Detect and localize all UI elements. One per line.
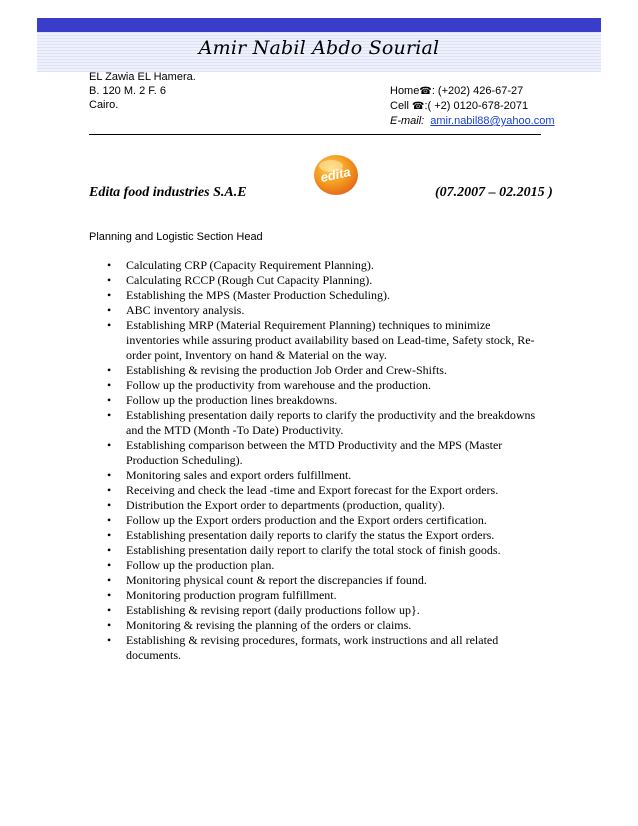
duty-item: • Establishing MRP (Material Requirement Planning) techniques to minimize inventories while assuring product availability based on Lead-time, Safety stock, Re-order point, Inventory on hand & Material on the way.	[106, 318, 546, 363]
header-band	[37, 18, 601, 72]
company-row	[89, 185, 554, 201]
duty-item: • Monitoring sales and export orders fulfillment.	[106, 468, 546, 483]
duty-item: • Follow up the production plan.	[106, 558, 546, 573]
duty-item: • Receiving and check the lead -time and Export forecast for the Export orders.	[106, 483, 546, 498]
address-line-2: B. 120 M. 2 F. 6	[89, 85, 167, 97]
address-block	[89, 70, 196, 112]
duty-item: • Monitoring & revising the planning of the orders or claims.	[106, 618, 546, 633]
email-line	[390, 114, 555, 128]
contact-block	[390, 84, 555, 128]
duty-item: • Follow up the production lines breakdowns.	[106, 393, 546, 408]
cell-phone-value: :( +2) 0120-678-2071	[424, 100, 529, 112]
duties-list	[106, 258, 546, 663]
duty-item: • Establishing the MPS (Master Production Scheduling).	[106, 288, 546, 303]
duty-item: • Calculating CRP (Capacity Requirement Planning).	[106, 258, 546, 273]
email-link[interactable]: amir.nabil88@yahoo.com	[430, 115, 555, 127]
duty-item: • Monitoring production program fulfillment.	[106, 588, 546, 603]
duty-item: • Calculating RCCP (Rough Cut Capacity Planning).	[106, 273, 546, 288]
cell-phone	[390, 99, 555, 114]
telephone-icon: ☎	[412, 101, 425, 112]
address-line-1: EL Zawia EL Hamera.	[89, 71, 196, 83]
duty-item: • Follow up the productivity from warehouse and the production.	[106, 378, 546, 393]
home-phone-label: Home	[390, 85, 420, 97]
duty-item: • ABC inventory analysis.	[106, 303, 546, 318]
home-phone	[390, 84, 555, 99]
employment-dates: (07.2007 – 02.2015 )	[435, 185, 553, 200]
edita-logo-text: edita	[319, 164, 352, 186]
cell-phone-label: Cell	[390, 100, 413, 112]
header-divider	[89, 134, 541, 135]
position-title: Planning and Logistic Section Head	[89, 231, 263, 243]
duty-item: • Establishing presentation daily reports to clarify the productivity and the breakdowns and the MTD (Month -To Date) Productivity.	[106, 408, 546, 438]
telephone-icon: ☎	[419, 86, 432, 97]
address-line-3: Cairo.	[89, 99, 119, 111]
duty-item: • Establishing & revising procedures, formats, work instructions and all related documents.	[106, 633, 546, 663]
duty-item: • Establishing comparison between the MTD Productivity and the MPS (Master Production Scheduling).	[106, 438, 546, 468]
duty-item: • Establishing presentation daily report to clarify the total stock of finish goods.	[106, 543, 546, 558]
header-accent-bar	[37, 18, 601, 32]
duty-item: • Establishing & revising the production Job Order and Crew-Shifts.	[106, 363, 546, 378]
duty-item: • Establishing & revising report (daily productions follow up}.	[106, 603, 546, 618]
resume-name: Amir Nabil Abdo Sourial	[198, 37, 440, 59]
duty-item: • Establishing presentation daily reports to clarify the status the Export orders.	[106, 528, 546, 543]
email-label: E-mail:	[390, 115, 425, 127]
duty-item: • Monitoring physical count & report the discrepancies if found.	[106, 573, 546, 588]
duty-item: • Distribution the Export order to departments (production, quality).	[106, 498, 546, 513]
duty-item: • Follow up the Export orders production and the Export orders certification.	[106, 513, 546, 528]
company-name: Edita food industries S.A.E	[89, 185, 247, 200]
home-phone-value: : (+202) 426-67-27	[431, 85, 524, 97]
